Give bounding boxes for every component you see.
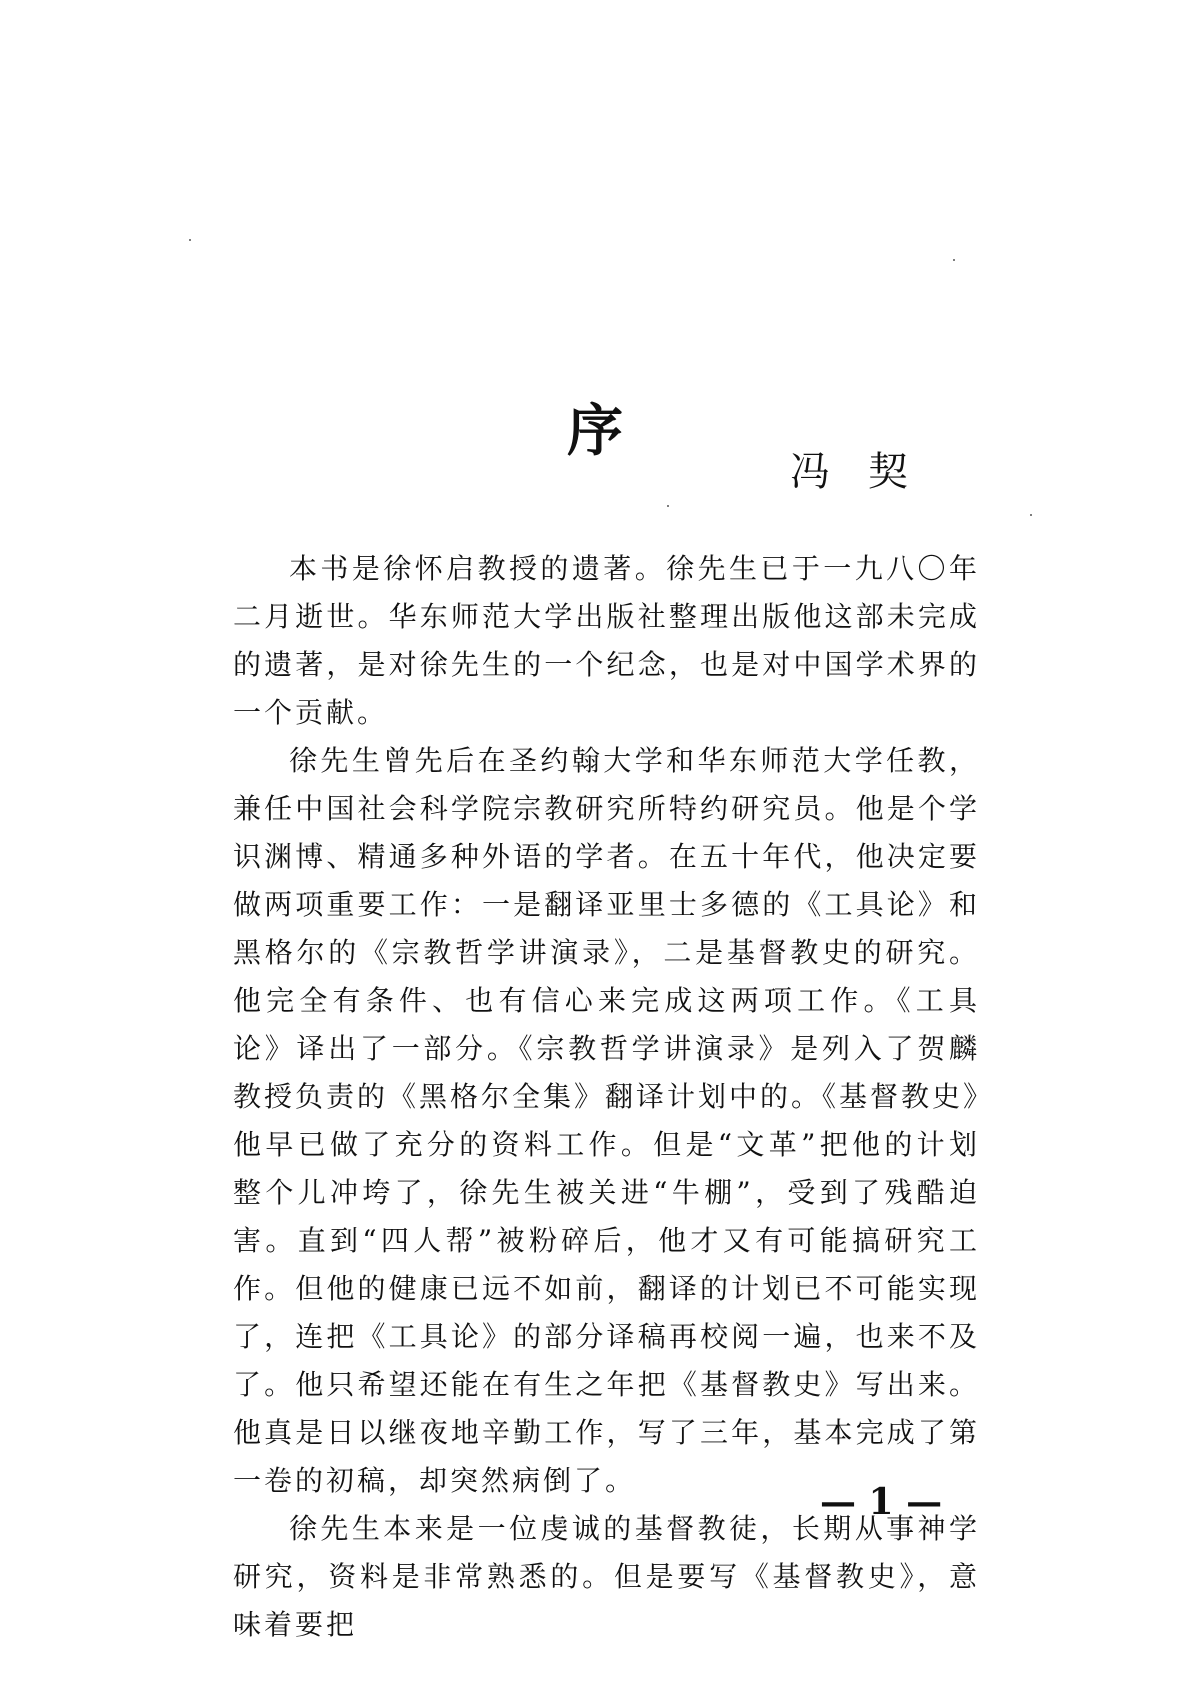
- scan-speck: [189, 239, 191, 241]
- scan-speck: [667, 505, 669, 507]
- paragraph: 徐先生曾先后在圣约翰大学和华东师范大学任教，兼任中国社会科学院宗教研究所特约研究员。他是个学识渊博、精通多种外语的学者。在五十年代，他决定要做两项重要工作：一是翻译亚里士多德的《工具论》和黑格尔的《宗教哲学讲演录》，二是基督教史的研究。他完全有条件、也有信心来完成这两项工作。《工具论》译出了一部分。《宗教哲学讲演录》是列入了贺麟教授负责的《黑格尔全集》翻译计划中的。《基督教史》他早已做了充分的资料工作。但是“文革”把他的计划整个儿冲垮了，徐先生被关进“牛棚”，受到了残酷迫害。直到“四人帮”被粉碎后，他才又有可能搞研究工作。但他的健康已远不如前，翻译的计划已不可能实现了，连把《工具论》的部分译稿再校阅一遍，也来不及了。他只希望还能在有生之年把《基督教史》写出来。他真是日以继夜地辛勤工作，写了三年，基本完成了第一卷的初稿，却突然病倒了。: [233, 744, 981, 1497]
- scan-speck: [953, 259, 955, 261]
- page-number: — 1 —: [820, 1481, 943, 1523]
- page-title: 序: [567, 397, 623, 464]
- author-name: 冯契: [790, 449, 946, 495]
- paragraph: 徐先生本来是一位虔诚的基督教徒，长期从事神学研究，资料是非常熟悉的。但是要写《基督教史》，意味着要把: [233, 1512, 980, 1641]
- scan-speck: [1030, 514, 1032, 516]
- paragraph: 本书是徐怀启教授的遗著。徐先生已于一九八〇年二月逝世。华东师范大学出版社整理出版他这部未完成的遗著，是对徐先生的一个纪念，也是对中国学术界的一个贡献。: [233, 552, 980, 729]
